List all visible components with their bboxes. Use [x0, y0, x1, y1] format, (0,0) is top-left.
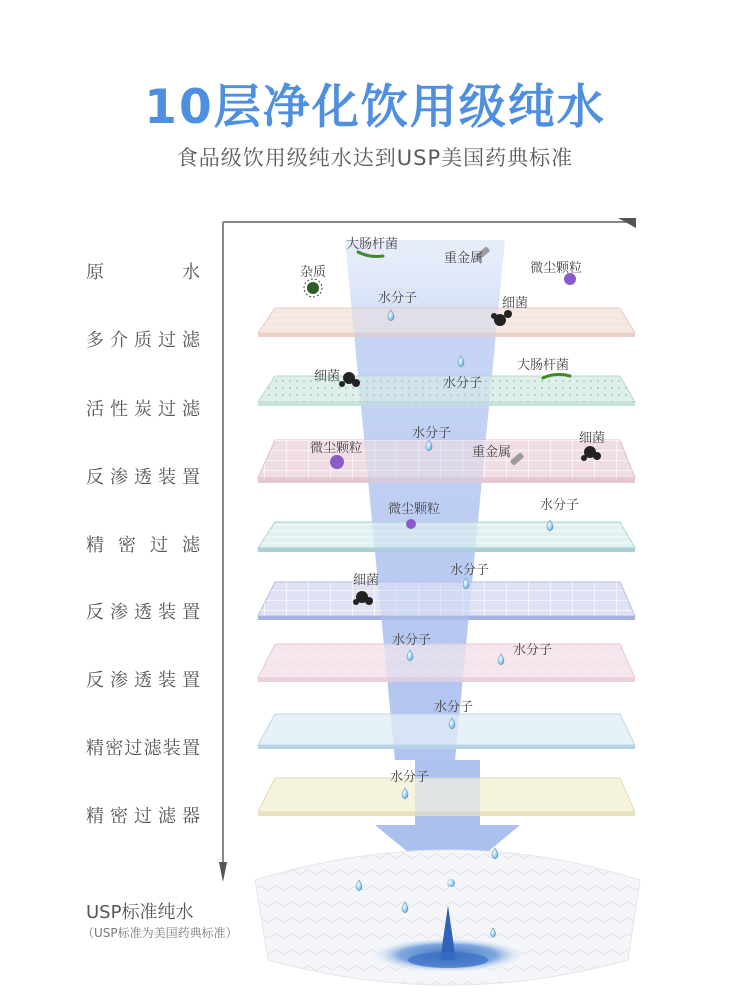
final-water-label: USP标准纯水 — [86, 902, 194, 923]
label-water-6: 水分子 — [392, 633, 432, 648]
stage-label-ro-2: 反渗透装置 — [86, 602, 200, 623]
stage-label-precision-filter-2: 精密过滤器 — [86, 806, 200, 827]
pure-water-basin — [255, 850, 640, 985]
stage-label-carbon-filter: 活性炭过滤 — [86, 399, 200, 420]
label-dust-2: 微尘颗粒 — [310, 441, 363, 456]
label-dust-3: 微尘颗粒 — [388, 502, 441, 517]
page-subtitle: 食品级饮用级纯水达到USP美国药典标准 — [176, 146, 574, 170]
stage-label-ro-1: 反渗透装置 — [86, 467, 200, 488]
impurity-icon — [304, 279, 322, 297]
stage-label-raw-water: 原 水 — [86, 262, 200, 283]
label-water-4: 水分子 — [540, 498, 580, 513]
label-ecoli-1: 大肠杆菌 — [346, 237, 399, 252]
axis-arrow-down — [219, 862, 227, 882]
label-water-9: 水分子 — [390, 770, 430, 785]
label-ecoli-2: 大肠杆菌 — [517, 358, 570, 373]
label-bacteria-3: 细菌 — [579, 431, 606, 446]
dust-icon-2 — [330, 455, 344, 469]
dust-icon-3 — [406, 519, 416, 529]
label-water-1: 水分子 — [378, 291, 418, 306]
label-bacteria-4: 细菌 — [353, 573, 380, 588]
label-heavy-metal-2: 重金属 — [472, 445, 512, 460]
stage-label-precision-device: 精密过滤装置 — [86, 738, 200, 759]
label-bacteria-2: 细菌 — [314, 369, 341, 384]
label-water-2: 水分子 — [443, 376, 483, 391]
stage-label-precision-filter: 精密过滤 — [86, 535, 200, 556]
page-title: 10层净化饮用级纯水 — [144, 80, 606, 135]
final-water-note: （USP标准为美国药典标准） — [82, 926, 238, 940]
label-water-3: 水分子 — [412, 426, 452, 441]
label-dust-1: 微尘颗粒 — [530, 261, 583, 276]
stage-label-ro-3: 反渗透装置 — [86, 670, 200, 691]
stage-label-multimedia-filter: 多介质过滤 — [86, 330, 200, 351]
label-impurity: 杂质 — [300, 265, 327, 280]
label-bacteria-1: 细菌 — [502, 296, 529, 311]
label-water-7: 水分子 — [513, 643, 553, 658]
label-water-5: 水分子 — [450, 563, 490, 578]
label-heavy-metal-1: 重金属 — [444, 251, 484, 266]
label-water-8: 水分子 — [434, 700, 474, 715]
